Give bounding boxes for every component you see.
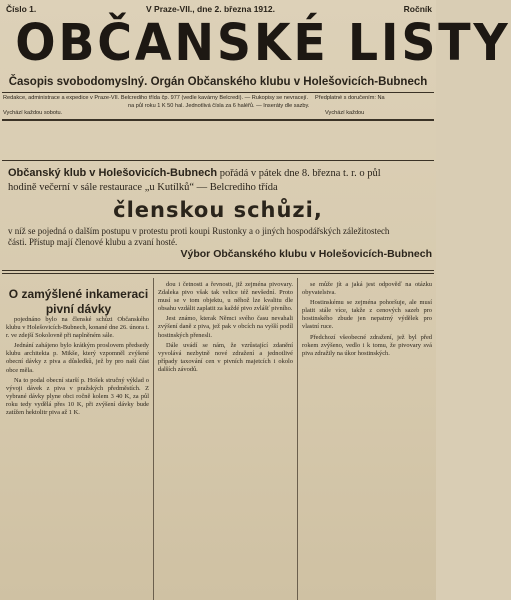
announcement-text: pořádá v pátek dne 8. března t. r. o půl bbox=[219, 168, 381, 179]
paragraph: Hostinskému se zejména pohoršuje, ale musí platit stále více, takže z cenových sazeb pro hostinského zbude jen nepatrný výdělek pro vlastní ruce. bbox=[302, 299, 432, 331]
issue-date: V Praze-VII., dne 2. března 1912. bbox=[146, 4, 275, 14]
paragraph: Jednání zahájeno bylo krátkým proslovem předsedy klubu architekta p. Mikše, který vzpomněl zvýšené obecní dávky z piva a důsledků, jež by pro naši část obce měla. bbox=[6, 342, 149, 374]
paragraph: Dále uvádí se nám, že vzrůstající zdanění vyvolává nezbytně nové zdražení a jednotlivé případy taxování cen v pivních majetcích i okolo dalších závodů. bbox=[158, 341, 293, 373]
divider bbox=[2, 273, 434, 274]
club-name: Občanský klub v Holešovicích-Bubnech bbox=[8, 167, 218, 179]
article-title-line: O zamýšlené inkameraci bbox=[8, 287, 149, 301]
announcement-body bbox=[8, 226, 432, 248]
article-title bbox=[6, 287, 151, 317]
divider bbox=[2, 160, 434, 161]
meeting-headline: členskou schůzi, bbox=[113, 198, 323, 222]
masthead-title: OBČANSKÉ LISTY bbox=[15, 14, 511, 73]
paragraph: dou i četnosti a řevnosti, již zejména pivovary. Zdaleka pivo však tak velice též nevšední. Proto musí se v tom objektu, u něhož lze kvalitu dle obsahu vzdálit zaplatit za každé pivo zvlášť pivního. bbox=[158, 281, 293, 313]
paragraph: pojednáno bylo na členské schůzi Občanského klubu v Holešovicích-Bubnech, konané dne 26. února t. r. ve zdejší Sokolovně při naplněném sále. bbox=[6, 316, 149, 340]
paragraph: Na to podal obecní starší p. Hošek stručný výklad o vývoji dávek z piva v pražských předměstích. Z vybrané dávky plyne obci ročně kolem 3 40 K, za půl roku tedy vydělá přes 10 K, při zvýšení dávky bude zatížen hektolitr piva až 1 K. bbox=[6, 376, 149, 417]
article-column-1 bbox=[6, 316, 149, 600]
announcement-body-line: části. Přístup mají členové klubu a zvaní hosté. bbox=[8, 237, 178, 247]
frequency-info: Vychází každou sobotu. bbox=[3, 110, 63, 116]
masthead-subtitle: Časopis svobodomyslný. Orgán Občanského klubu v Holešovicích-Bubnech bbox=[8, 76, 428, 88]
divider bbox=[2, 119, 434, 121]
year-label: Ročník bbox=[403, 4, 432, 14]
issue-number: Číslo 1. bbox=[6, 4, 37, 14]
paragraph: se může jít a jaká jest odpověď na otázku obyvatelstva. bbox=[302, 281, 432, 297]
announcement-signature: Výbor Občanského klubu v Holešovicích-Bubnech bbox=[180, 248, 432, 260]
announcement-body-line: v níž se pojedná o dalším postupu v protestu proti koupi Rustonky a o jiných hospodářských záležitostech bbox=[8, 226, 390, 236]
paragraph: Jest známo, kterak Němci svého času nevahali zvýšení daně z piva, jež pak v obcích na vyšší podíl hostinských přenesli. bbox=[158, 315, 293, 339]
price-info: na půl roku 1 K 50 hal. Jednotlivá čísla za 6 haléřů. — Inseráty dle sazby. bbox=[128, 103, 310, 109]
divider bbox=[2, 92, 434, 93]
frequency-info-right: Vychází každou bbox=[325, 110, 365, 116]
divider bbox=[2, 270, 434, 271]
paragraph: Předchozí všeobecné zdražení, jež byl před rokem zvýšeno, vedlo i k tomu, že pivovary svá piva zdražily na úkor hostinských. bbox=[302, 333, 432, 357]
column-divider bbox=[297, 278, 298, 600]
article-title-line: pivní dávky bbox=[45, 302, 112, 316]
announcement-venue: hodině večerní v sále restaurace „u Kutílků“ — Belcrediho třída bbox=[8, 182, 278, 193]
subscription-info: Předplatné s doručením: Na bbox=[315, 95, 385, 101]
article-column-3 bbox=[302, 281, 432, 600]
article-column-2 bbox=[158, 281, 293, 600]
publisher-info: Redakce, administrace a expedice v Praze-VII. Belcrediho třída čp. 977 (vedle kavárny Belcredi). — Rukopisy se nevracejí. bbox=[3, 95, 309, 101]
announcement-line bbox=[8, 167, 432, 180]
column-divider bbox=[153, 278, 154, 600]
